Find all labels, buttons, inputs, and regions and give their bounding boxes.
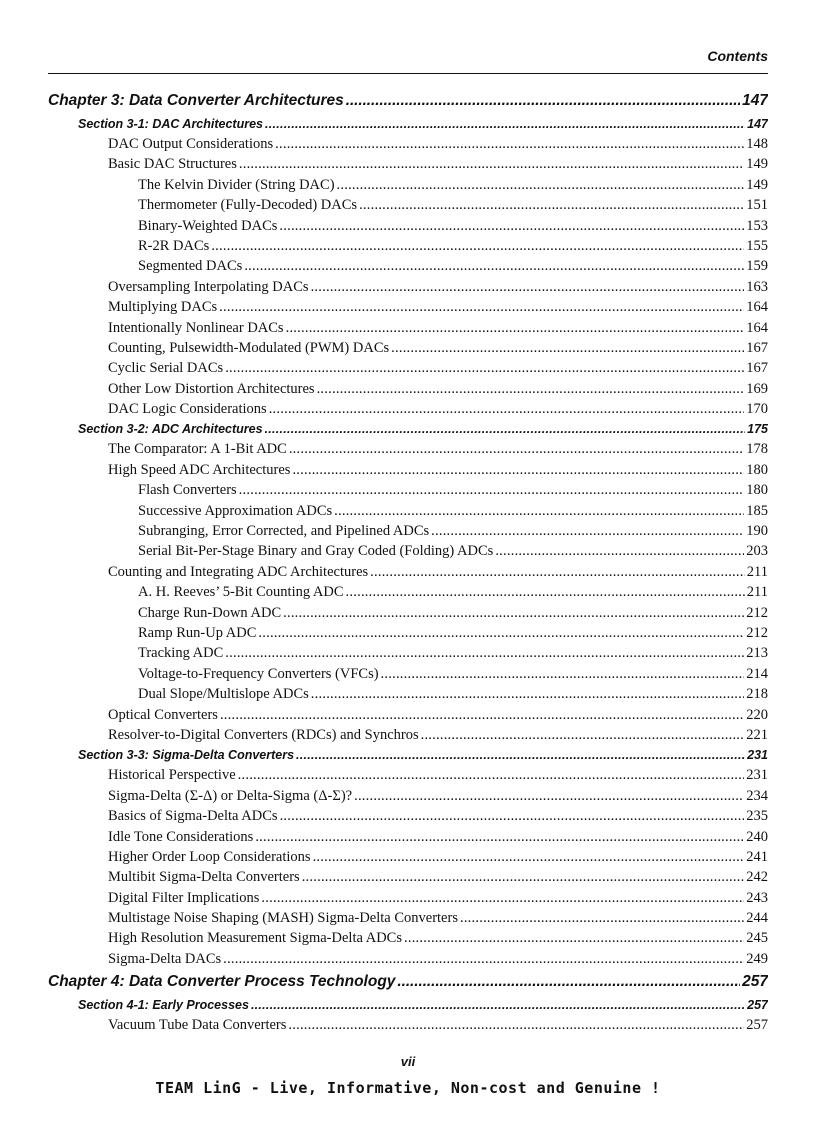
entry-page: 245 — [746, 930, 768, 947]
entry-page: 164 — [746, 319, 768, 336]
entry-page: 148 — [746, 136, 768, 152]
dot-leader — [219, 297, 744, 317]
dot-leader — [288, 1015, 744, 1035]
entry-title: Tracking ADC — [138, 645, 224, 662]
entry-page: 214 — [746, 665, 768, 682]
toc-subentry[interactable] — [48, 175, 768, 195]
entry-page: 249 — [746, 950, 768, 967]
entry-title: Sigma-Delta (Σ-Δ) or Delta-Sigma (Δ-Σ)? — [108, 787, 353, 804]
entry-title: Chapter 3: Data Converter Architectures — [48, 92, 344, 109]
toc-entry[interactable] — [48, 297, 768, 317]
toc-entry[interactable] — [48, 562, 768, 582]
dot-leader — [289, 439, 744, 459]
page-number: vii — [400, 1054, 416, 1069]
header-rule — [48, 73, 768, 74]
entry-title: Cyclic Serial DACs — [108, 360, 224, 377]
entry-page: 243 — [746, 889, 768, 906]
dot-leader — [265, 114, 745, 134]
entry-page: 169 — [746, 380, 768, 397]
dot-leader — [261, 888, 744, 908]
table-of-contents — [48, 88, 768, 1036]
entry-title: Idle Tone Considerations — [108, 828, 254, 845]
entry-page: 155 — [746, 237, 768, 254]
toc-entry[interactable] — [48, 358, 768, 378]
dot-leader — [269, 399, 745, 419]
toc-entry[interactable] — [48, 705, 768, 725]
dot-leader — [265, 419, 746, 439]
dot-leader — [275, 134, 744, 154]
entry-title: Thermometer (Fully-Decoded) DACs — [138, 197, 358, 214]
entry-title: Section 3-2: ADC Architectures — [78, 422, 263, 437]
toc-entry[interactable] — [48, 949, 768, 969]
entry-page: 211 — [746, 563, 768, 580]
entry-title: Sigma-Delta DACs — [108, 950, 222, 967]
entry-title: Vacuum Tube Data Converters — [108, 1017, 287, 1034]
entry-page: 159 — [746, 258, 768, 275]
dot-leader — [397, 969, 740, 995]
toc-subentry[interactable] — [48, 256, 768, 276]
toc-subentry[interactable] — [48, 643, 768, 663]
entry-title: Resolver-to-Digital Converters (RDCs) and Synchros — [108, 726, 419, 743]
entry-title: The Kelvin Divider (String DAC) — [138, 176, 335, 193]
toc-subentry[interactable] — [48, 664, 768, 684]
entry-title: Historical Perspective — [108, 767, 236, 784]
entry-title: R-2R DACs — [138, 237, 210, 254]
dot-leader — [286, 318, 745, 338]
dot-leader — [220, 705, 744, 725]
dot-leader — [283, 603, 744, 623]
toc-entry[interactable] — [48, 1015, 768, 1035]
toc-entry[interactable] — [48, 928, 768, 948]
entry-page: 257 — [747, 998, 768, 1013]
dot-leader — [460, 908, 744, 928]
entry-page: 241 — [746, 848, 768, 865]
entry-title: Digital Filter Implications — [108, 889, 260, 906]
dot-leader — [334, 501, 744, 521]
dot-leader — [337, 175, 745, 195]
entry-title: DAC Logic Considerations — [108, 401, 267, 418]
toc-entry[interactable] — [48, 908, 768, 928]
entry-title: Counting and Integrating ADC Architectures — [108, 563, 369, 580]
entry-page: 240 — [746, 828, 768, 845]
dot-leader — [404, 928, 744, 948]
dot-leader — [239, 154, 744, 174]
toc-entry[interactable] — [48, 379, 768, 399]
dot-leader — [280, 806, 745, 826]
entry-page: 190 — [746, 523, 768, 540]
toc-subentry[interactable] — [48, 521, 768, 541]
toc-subentry[interactable] — [48, 480, 768, 500]
toc-entry[interactable] — [48, 338, 768, 358]
toc-subentry[interactable] — [48, 603, 768, 623]
dot-leader — [317, 379, 745, 399]
entry-page: 163 — [746, 278, 768, 295]
toc-subentry[interactable] — [48, 541, 768, 561]
dot-leader — [225, 358, 744, 378]
entry-page: 151 — [746, 197, 768, 214]
entry-page: 242 — [746, 869, 768, 886]
entry-page: 153 — [746, 217, 768, 234]
entry-title: High Resolution Measurement Sigma-Delta ADCs — [108, 930, 402, 947]
entry-title: Multiplying DACs — [108, 299, 218, 316]
entry-page: 235 — [746, 808, 768, 825]
running-head: Contents — [707, 48, 768, 64]
entry-page: 220 — [746, 706, 768, 723]
toc-subentry[interactable] — [48, 195, 768, 215]
toc-entry[interactable] — [48, 847, 768, 867]
dot-leader — [370, 562, 745, 582]
entry-title: A. H. Reeves’ 5-Bit Counting ADC — [138, 584, 344, 601]
dot-leader — [421, 725, 745, 745]
dot-leader — [296, 745, 745, 765]
toc-entry[interactable] — [48, 827, 768, 847]
toc-entry[interactable] — [48, 439, 768, 459]
dot-leader — [313, 847, 745, 867]
dot-leader — [354, 786, 744, 806]
dot-leader — [223, 949, 744, 969]
dot-leader — [391, 338, 744, 358]
dot-leader — [255, 827, 744, 847]
toc-entry[interactable] — [48, 154, 768, 174]
toc-entry[interactable] — [48, 399, 768, 419]
entry-title: Segmented DACs — [138, 258, 243, 275]
toc-section-entry[interactable] — [48, 419, 768, 439]
entry-title: Voltage-to-Frequency Converters (VFCs) — [138, 665, 379, 682]
toc-section-entry[interactable] — [48, 114, 768, 134]
toc-entry[interactable] — [48, 318, 768, 338]
entry-page: 170 — [746, 401, 768, 418]
toc-entry[interactable] — [48, 806, 768, 826]
entry-page: 147 — [742, 92, 768, 109]
toc-subentry[interactable] — [48, 501, 768, 521]
dot-leader — [495, 541, 744, 561]
entry-title: Dual Slope/Multislope ADCs — [138, 686, 309, 703]
entry-page: 147 — [747, 117, 768, 131]
entry-title: Basics of Sigma-Delta ADCs — [108, 808, 278, 825]
entry-title: Binary-Weighted DACs — [138, 217, 278, 234]
entry-page: 257 — [742, 973, 768, 991]
entry-page: 167 — [746, 360, 768, 377]
dot-leader — [311, 277, 745, 297]
entry-page: 185 — [746, 502, 768, 519]
toc-subentry[interactable] — [48, 623, 768, 643]
toc-entry[interactable] — [48, 134, 768, 154]
entry-page: 167 — [746, 339, 768, 356]
toc-chapter-entry[interactable] — [48, 969, 768, 995]
entry-title: Subranging, Error Corrected, and Pipelined ADCs — [138, 523, 430, 540]
dot-leader — [251, 995, 745, 1015]
entry-title: Other Low Distortion Architectures — [108, 380, 315, 397]
entry-page: 218 — [746, 686, 768, 703]
entry-title: Section 3-3: Sigma-Delta Converters — [78, 748, 295, 763]
toc-entry[interactable] — [48, 277, 768, 297]
entry-page: 231 — [747, 748, 768, 763]
dot-leader — [238, 765, 745, 785]
entry-title: Optical Converters — [108, 706, 218, 723]
toc-chapter-entry[interactable] — [48, 88, 768, 114]
entry-page: 149 — [746, 176, 768, 193]
dot-leader — [279, 216, 744, 236]
dot-leader — [258, 623, 744, 643]
entry-title: Section 4-1: Early Processes — [78, 998, 249, 1013]
entry-title: Multistage Noise Shaping (MASH) Sigma-Delta Converters — [108, 910, 458, 927]
entry-title: Chapter 4: Data Converter Process Technology — [48, 973, 396, 991]
entry-title: Oversampling Interpolating DACs — [108, 278, 309, 295]
entry-page: 175 — [747, 422, 768, 437]
entry-title: Higher Order Loop Considerations — [108, 848, 311, 865]
entry-page: 203 — [746, 543, 768, 560]
entry-page: 211 — [746, 584, 768, 601]
toc-section-entry[interactable] — [48, 745, 768, 765]
dot-leader — [346, 582, 745, 602]
toc-entry[interactable] — [48, 867, 768, 887]
entry-title: Multibit Sigma-Delta Converters — [108, 869, 300, 886]
dot-leader — [431, 521, 744, 541]
entry-page: 212 — [746, 604, 768, 621]
entry-title: DAC Output Considerations — [108, 136, 274, 152]
dot-leader — [292, 460, 744, 480]
entry-title: Section 3-1: DAC Architectures — [78, 117, 263, 131]
entry-title: Serial Bit-Per-Stage Binary and Gray Coded (Folding) ADCs — [138, 543, 494, 560]
entry-page: 257 — [746, 1017, 768, 1034]
dot-leader — [211, 236, 744, 256]
entry-title: Counting, Pulsewidth-Modulated (PWM) DACs — [108, 339, 390, 356]
toc-entry[interactable] — [48, 460, 768, 480]
toc-subentry[interactable] — [48, 216, 768, 236]
dot-leader — [225, 643, 744, 663]
dot-leader — [302, 867, 745, 887]
dot-leader — [311, 684, 744, 704]
entry-page: 212 — [746, 624, 768, 641]
entry-title: The Comparator: A 1-Bit ADC — [108, 441, 287, 458]
entry-title: Successive Approximation ADCs — [138, 502, 333, 519]
toc-entry[interactable] — [48, 725, 768, 745]
entry-page: 221 — [746, 726, 768, 743]
toc-subentry[interactable] — [48, 236, 768, 256]
entry-title: Intentionally Nonlinear DACs — [108, 319, 284, 336]
entry-page: 178 — [746, 441, 768, 458]
entry-title: High Speed ADC Architectures — [108, 461, 291, 478]
entry-page: 234 — [746, 787, 768, 804]
entry-page: 180 — [746, 461, 768, 478]
entry-page: 180 — [746, 482, 768, 499]
entry-title: Ramp Run-Up ADC — [138, 624, 257, 641]
toc-entry[interactable] — [48, 765, 768, 785]
entry-page: 149 — [746, 156, 768, 173]
entry-page: 164 — [746, 299, 768, 316]
entry-title: Charge Run-Down ADC — [138, 604, 282, 621]
entry-page: 231 — [746, 767, 768, 784]
dot-leader — [381, 664, 745, 684]
footer-watermark: TEAM LinG - Live, Informative, Non-cost and Genuine ! — [155, 1079, 661, 1097]
toc-section-entry[interactable] — [48, 995, 768, 1015]
entry-page: 244 — [746, 910, 768, 927]
toc-entry[interactable] — [48, 888, 768, 908]
dot-leader — [359, 195, 744, 215]
entry-title: Basic DAC Structures — [108, 156, 237, 173]
toc-subentry[interactable] — [48, 582, 768, 602]
dot-leader — [239, 480, 745, 500]
entry-page: 213 — [746, 645, 768, 662]
entry-title: Flash Converters — [138, 482, 237, 499]
dot-leader — [346, 88, 740, 114]
dot-leader — [244, 256, 744, 276]
toc-entry[interactable] — [48, 786, 768, 806]
toc-subentry[interactable] — [48, 684, 768, 704]
